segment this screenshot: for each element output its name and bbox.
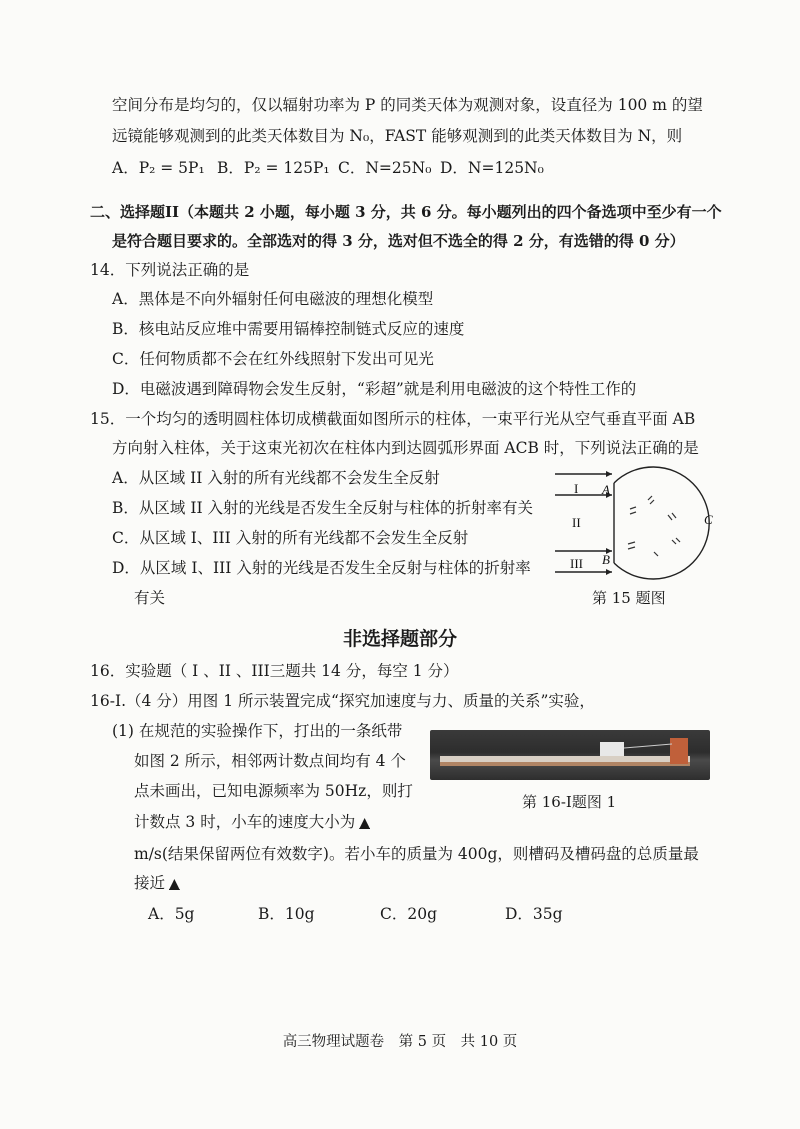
- q15-label-c: C: [704, 512, 713, 527]
- q15-label-a: A: [602, 482, 610, 497]
- q16-sub1-l2: 如图 2 所示，相邻两计数点间均有 4 个: [134, 752, 406, 770]
- q14-option-b: B．核电站反应堆中需要用镉棒控制链式反应的速度: [112, 320, 465, 338]
- q16-sub1-l4-text: 计数点 3 时，小车的速度大小为: [134, 813, 356, 831]
- q13-line1: 空间分布是均匀的，仅以辐射功率为 P 的同类天体为观测对象，设直径为 100 m 的望: [112, 96, 703, 114]
- q15-option-d: D．从区域 I、III 入射的光线是否发生全反射与柱体的折射率: [112, 559, 531, 577]
- q15-option-c: C．从区域 I、III 入射的所有光线都不会发生全反射: [112, 529, 469, 547]
- q16-sub1-l6: [134, 872, 184, 895]
- section-title: 非选择题部分: [342, 628, 457, 650]
- answer-blank-1: ▲: [359, 815, 370, 831]
- q14-option-c: C．任何物质都不会在红外线照射下发出可见光: [112, 350, 434, 368]
- q16-option-b: B．10g: [258, 905, 315, 923]
- q16-option-a: A．5g: [148, 905, 195, 923]
- q15-label-region-i: I: [574, 481, 579, 496]
- q15-line2: 方向射入柱体，关于这束光初次在柱体内到达圆弧形界面 ACB 时，下列说法正确的是: [112, 439, 699, 457]
- q15-line1: 15．一个均匀的透明圆柱体切成横截面如图所示的柱体，一束平行光从空气垂直平面 AB: [90, 410, 696, 428]
- q16-sub1-l3: 点未画出，已知电源频率为 50Hz，则打: [134, 782, 413, 800]
- q15-arc-acb: [614, 467, 709, 579]
- q13-option-a: A．P₂ = 5P₁: [112, 159, 205, 177]
- section2-line1: 二、选择题II（本题共 2 小题，每小题 3 分，共 6 分。每小题列出的四个备选项中至少有一个: [90, 203, 722, 221]
- q15-option-b: B．从区域 II 入射的光线是否发生全反射与柱体的折射率有关: [112, 499, 533, 517]
- experiment-photo: [430, 730, 710, 780]
- q15-label-region-iii: III: [570, 556, 583, 571]
- q15-label-region-ii: II: [572, 515, 581, 530]
- q13-option-c: C．N=25N₀: [338, 159, 432, 177]
- q15-option-d-cont: 有关: [134, 589, 166, 607]
- q14-option-d: D．电磁波遇到障碍物会发生反射，“彩超”就是利用电磁波的这个特性工作的: [112, 380, 637, 398]
- q16-option-c: C．20g: [380, 905, 438, 923]
- q16-sub1-l1: (1) 在规范的实验操作下，打出的一条纸带: [112, 722, 403, 740]
- q15-figure-caption: 第 15 题图: [592, 589, 666, 607]
- q15-option-a: A．从区域 II 入射的所有光线都不会发生全反射: [112, 469, 440, 487]
- answer-blank-2: ▲: [169, 876, 180, 892]
- q16-photo-caption: 第 16-I题图 1: [522, 793, 617, 811]
- q13-option-b: B．P₂ = 125P₁: [217, 159, 330, 177]
- q16-sub1-l6-text: 接近: [134, 874, 166, 892]
- q16-sub1-l5: m/s(结果保留两位有效数字)。若小车的质量为 400g，则槽码及槽码盘的总质量最: [134, 845, 699, 863]
- page-footer: 高三物理试题卷 第 5 页 共 10 页: [282, 1034, 518, 1050]
- q15-figure: [550, 460, 720, 585]
- q16-intro: 16．实验题（ I 、II 、III三题共 14 分，每空 1 分）: [90, 662, 459, 680]
- q16-part1: 16-I.（4 分）用图 1 所示装置完成“探究加速度与力、质量的关系”实验，: [90, 692, 595, 710]
- q16-sub1-l4: [134, 811, 374, 834]
- q13-line2: 远镜能够观测到的此类天体数目为 N₀，FAST 能够观测到的此类天体数目为 N，则: [112, 127, 683, 145]
- section2-line2: 是符合题目要求的。全部选对的得 3 分，选对但不选全的得 2 分，有选错的得 0 分）: [112, 232, 685, 250]
- q16-option-d: D．35g: [505, 905, 563, 923]
- q13-option-d: D．N=125N₀: [440, 159, 544, 177]
- q15-label-b: B: [602, 552, 610, 567]
- q14-option-a: A．黑体是不向外辐射任何电磁波的理想化模型: [112, 290, 434, 308]
- q14-stem: 14．下列说法正确的是: [90, 261, 250, 279]
